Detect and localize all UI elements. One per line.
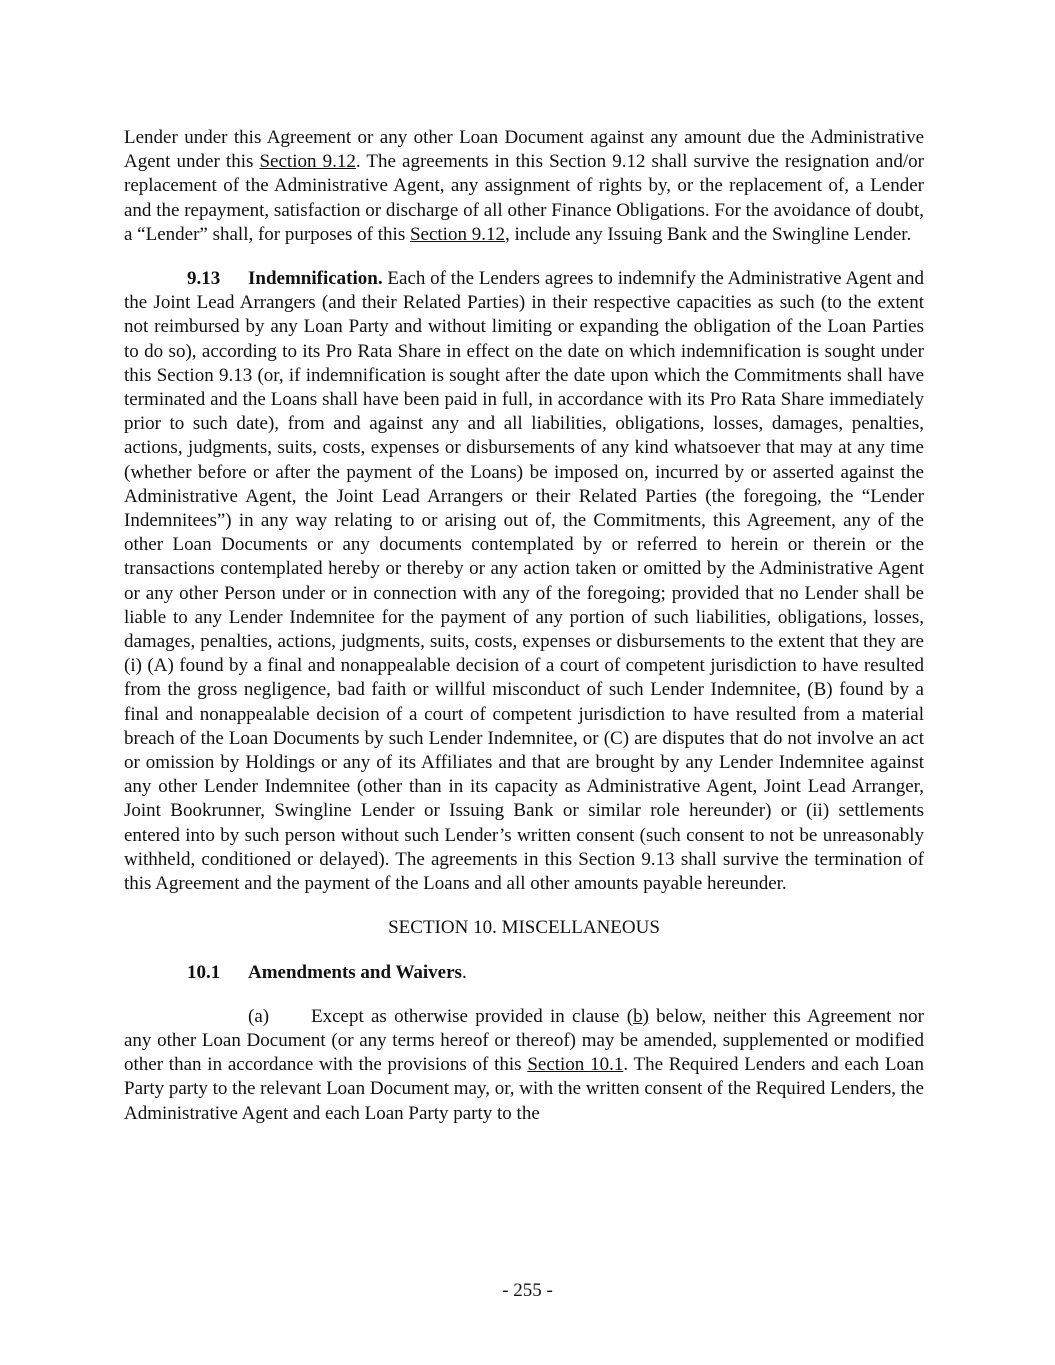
section-10-1-heading [124, 961, 924, 985]
text-run: Lender under this Agreement or any other Loan Document against any amount due the Administrative Agent under this [124, 127, 924, 173]
punctuation: . [461, 961, 467, 983]
page-number: - 255 - [502, 1280, 553, 1301]
clause-label: (a) [248, 1005, 270, 1027]
section-10-heading: SECTION 10. MISCELLANEOUS [388, 917, 660, 939]
section-9-13-paragraph [124, 267, 924, 896]
section-reference: Section 9.12 [259, 151, 356, 173]
text-run: , include any Issuing Bank and the Swingline Lender. [504, 223, 912, 245]
section-title: Amendments and Waivers [248, 961, 462, 983]
text-run: . The Required Lenders and each Loan Party party to the relevant Loan Document may, or, with the written consent of the Required Lenders, the Administrative Agent and each Loan Party party to the [124, 1054, 924, 1124]
section-reference: Section 9.12 [409, 223, 505, 245]
text-run: below, neither this Agreement nor any other Loan Document (or any terms hereof or thereof) may be amended, supplemented or modified other than in accordance with the provisions of this [124, 1005, 924, 1076]
section-reference: Section 10.1 [527, 1054, 624, 1076]
document-page [124, 126, 924, 1126]
section-body: Each of the Lenders agrees to indemnify the Administrative Agent and the Joint Lead Arrangers (and their Related Parties) in their respective capacities as such (to the extent not reimbursed by any Loan Party and without limiting or expanding the obligation of the Loan Parties to do so), according to its Pro Rata Share in effect on the date on which indemnification is sought under this Section 9.13 (or, if indemnification is sought after the date upon which the Commitments shall have terminated and the Loans shall have been paid in full, in accordance with its Pro Rata Share immediately prior to such date), from and against any and all liabilities, obligations, losses, damages, penalties, actions, judgments, suits, costs, expenses or disbursements of any kind whatsoever that may at any time (whether before or after the payment of the Loans) be imposed on, incurred by or asserted against the Administrative Agent, the Joint Lead Arrangers or their Related Parties (the foregoing, the “Lender Indemnitees”) in any way relating to or arising out of, the Commitments, this Agreement, any of the other Loan Documents or any documents contemplated by or referred to herein or therein or the transactions contemplated hereby or thereby or any action taken or omitted by the Administrative Agent or any other Person under or in connection with any of the foregoing; provided that no Lender shall be liable to any Lender Indemnitee for the payment of any portion of such liabilities, obligations, losses, damages, penalties, actions, judgments, suits, costs, expenses or disbursements to the extent that they are (i) (A) found by a final and nonappealable decision of a court of competent jurisdiction to have resulted from the gross negligence, bad faith or willful misconduct of such Lender Indemnitee, (B) found by a final and nonappealable decision of a court of competent jurisdiction to have resulted from a material breach of the Loan Documents by such Lender Indemnitee, or (C) are disputes that do not involve an act or omission by Holdings or any of its Affiliates and that are brought by any Lender Indemnitee against any other Lender Indemnitee (other than in its capacity as Administrative Agent, Joint Lead Arranger, Joint Bookrunner, Swingline Lender or Issuing Bank or similar role hereunder) or (ii) settlements entered into by such person without such Lender’s written consent (such consent to not be unreasonably withheld, conditioned or delayed). The agreements in this Section 9.13 shall survive the termination of this Agreement and the payment of the Loans and all other amounts payable hereunder. [124, 268, 924, 895]
text-run: Except as otherwise provided in clause [311, 1005, 627, 1027]
clause-reference: (b) [626, 1005, 649, 1027]
section-title: Indemnification. [248, 268, 383, 290]
paragraph-continuation [124, 126, 924, 247]
clause-a-paragraph [124, 1005, 924, 1126]
section-number: 10.1 [187, 961, 221, 983]
section-number: 9.13 [187, 268, 221, 290]
text-run: . The agreements in this Section 9.12 shall survive the resignation and/or replacement of the Administrative Agent, any assignment of rights by, or the replacement of, a Lender and the repayment, satisfaction or discharge of all other Finance Obligations. For the avoidance of doubt, a “Lender” shall, for purposes of this [124, 151, 924, 245]
